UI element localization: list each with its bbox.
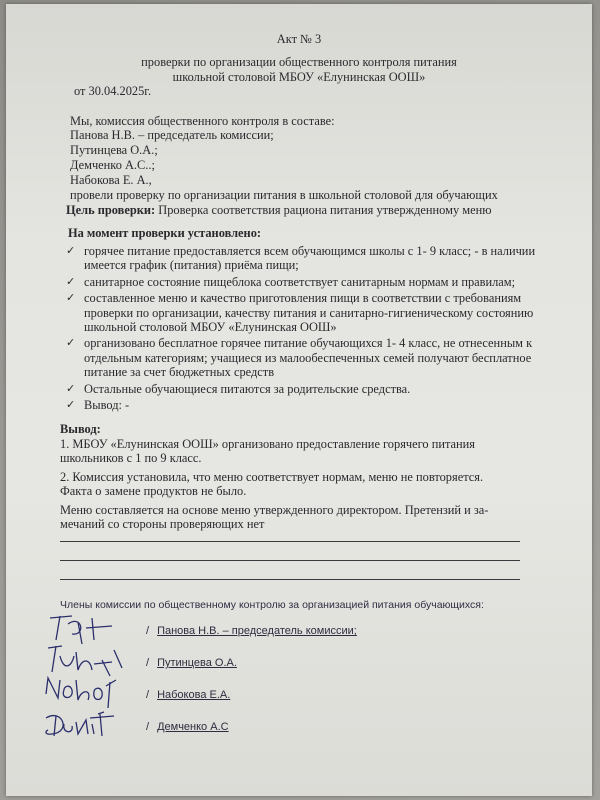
act-date: от 30.04.2025г. <box>74 84 152 98</box>
finding-item <box>66 244 546 273</box>
check-icon: ✓ <box>66 291 76 305</box>
finding-text: горячее питание предоставляется всем обучающимся школы с 1- 9 класс; - в наличии имеется график (питания) приёма пищи; <box>84 244 536 273</box>
finding-text: санитарное состояние пищеблока соответствует санитарным нормам и правилам; <box>84 274 516 289</box>
commission-member: Демченко А.С..; <box>70 158 155 172</box>
finding-text: Остальные обучающиеся питаются за родительские средства. <box>84 381 411 396</box>
commission-intro: Мы, комиссия общественного контроля в составе: <box>70 114 335 128</box>
blank-line <box>60 579 520 580</box>
goal-line <box>66 203 491 217</box>
commission-statement: провели проверку по организации питания в школьной столовой для обучающих <box>70 188 498 202</box>
commission-member: Набокова Е. А., <box>70 173 152 187</box>
signature-row <box>6 708 592 748</box>
goal-text: Проверка соответствия рациона питания утвержденному меню <box>155 203 492 217</box>
conclusion-text: 2. Комиссия установила, что меню соответствует нормам, меню не повторяется. <box>60 470 484 484</box>
signature-slash: / <box>146 657 150 669</box>
conclusion-text: Факта о замене продуктов не было. <box>60 484 247 498</box>
blank-line <box>60 541 520 542</box>
act-title-line2: школьной столовой МБОУ «Елунинская ООШ» <box>172 70 426 84</box>
blank-line <box>60 560 520 561</box>
check-icon: ✓ <box>66 274 76 288</box>
finding-item <box>66 382 546 396</box>
conclusion-heading: Вывод: <box>60 422 101 436</box>
findings-heading: На момент проверки установлено: <box>68 226 262 240</box>
signer-name: Панова Н.В. – председатель комиссии; <box>157 625 357 637</box>
conclusion-text: Меню составляется на основе меню утвержденного директором. Претензий и за- <box>60 503 489 517</box>
signatures-caption: Члены комиссии по общественному контролю за организацией питания обучающихся: <box>60 599 484 611</box>
signature-slash: / <box>146 721 150 733</box>
conclusion-text: мечаний со стороны проверяющих нет <box>60 517 265 531</box>
signature-slash: / <box>146 689 150 701</box>
commission-member: Панова Н.В. – председатель комиссии; <box>70 128 274 142</box>
check-icon: ✓ <box>66 336 76 350</box>
finding-item <box>66 336 546 379</box>
check-icon: ✓ <box>66 244 76 257</box>
check-icon: ✓ <box>66 381 76 395</box>
finding-item <box>66 275 546 289</box>
finding-text: организовано бесплатное горячее питание обучающихся 1- 4 класс, не отнесенным к отдельным категориям; учащиеся из малообеспеченных семей получают бесплатное питание за счет бюджетных средств <box>84 336 533 380</box>
act-number: Акт № 3 <box>276 32 322 46</box>
signer-name: Демченко А.С <box>157 721 229 733</box>
signer-name: Набокова Е.А. <box>157 689 231 701</box>
handwritten-signature <box>42 610 132 646</box>
handwritten-signature <box>42 706 132 744</box>
finding-text: Вывод: - <box>84 398 130 413</box>
finding-text: составленное меню и качество приготовления пищи в соответствии с требованиям проверки по организации, качеству питания и санитарно-гигиеническому состоянию школьной столовой МБОУ «Елунинская ООШ» <box>84 291 534 335</box>
conclusion-text: 1. МБОУ «Елунинская ООШ» организовано предоставление горячего питания <box>60 437 475 451</box>
goal-label: Цель проверки: <box>66 203 156 217</box>
finding-item <box>66 291 546 334</box>
commission-member: Путинцева О.А.; <box>70 143 158 157</box>
signature-slash: / <box>146 625 150 637</box>
signer-name: Путинцева О.А. <box>157 657 237 669</box>
finding-item <box>66 398 546 412</box>
document-page <box>6 4 592 796</box>
check-icon: ✓ <box>66 398 76 412</box>
findings-list <box>66 244 546 412</box>
conclusion-text: школьников с 1 по 9 класс. <box>60 451 202 465</box>
act-title-line1: проверки по организации общественного контроля питания <box>141 55 457 69</box>
